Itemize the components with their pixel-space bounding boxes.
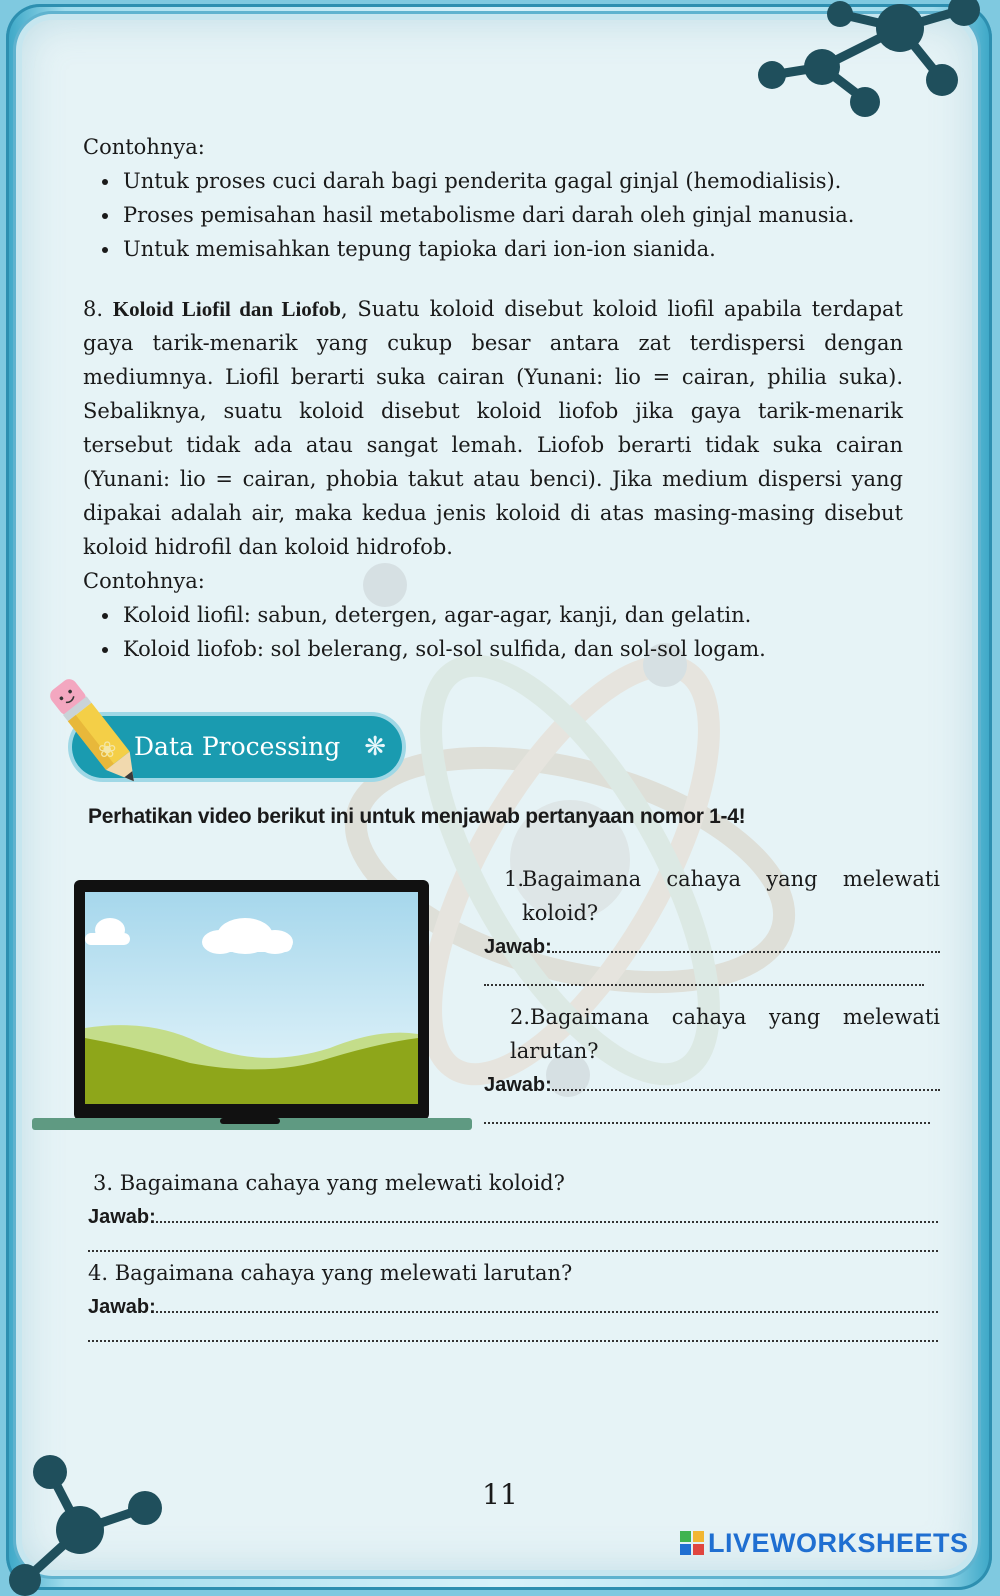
question-1 (484, 862, 940, 930)
answer-2-line[interactable] (552, 1073, 940, 1091)
answer-2[interactable] (484, 1068, 940, 1102)
question-number: 1. (504, 867, 525, 891)
question-1-text: Bagaimana cahaya yang melewati koloid? (522, 867, 940, 925)
list-item: • Untuk proses cuci darah bagi penderita gagal ginjal (hemodialisis). (121, 164, 903, 198)
questions-right (484, 862, 940, 1124)
paragraph-body: , Suatu koloid disebut koloid liofil apabila terdapat gaya tarik-menarik yang cukup besar antara zat terdispersi dengan mediumnya. Liofil berarti suka cairan (Yunani: lio = cairan, philia suka). Sebaliknya, suatu koloid disebut koloid liofob jika gaya tarik-menarik tersebut tidak ada atau sangat lemah. Liofob berarti tidak suka cairan (Yunani: lio = cairan, phobia takut atau benci). Jika medium dispersi yang dipakai adalah air, maka kedua jenis koloid di atas masing-masing disebut koloid hidrofil dan koloid hidrofob. (83, 297, 903, 559)
question-4-text: 4. Bagaimana cahaya yang melewati larutan? (88, 1261, 573, 1285)
item-number: 8. (83, 297, 104, 321)
answer-label: Jawab: (484, 936, 552, 958)
paragraph-liofil-liofob (83, 292, 903, 564)
examples-label-1: Contohnya: (83, 135, 205, 159)
answer-4[interactable] (88, 1290, 938, 1324)
answer-4-line-2[interactable] (88, 1320, 938, 1342)
questions-bottom (88, 1166, 938, 1342)
question-3-text: 3. Bagaimana cahaya yang melewati koloid? (93, 1171, 565, 1195)
answer-1[interactable] (484, 930, 940, 964)
list-item: • Untuk memisahkan tepung tapioka dari ion-ion sianida. (121, 232, 903, 266)
section-title: Koloid Liofil dan Liofob (112, 297, 341, 321)
answer-1-line[interactable] (552, 935, 940, 953)
question-2-text: 2.Bagaimana cahaya yang melewati larutan? (510, 1005, 940, 1063)
answer-4-line[interactable] (156, 1295, 938, 1313)
molecule-icon-top (752, 0, 992, 125)
liveworksheets-logo-icon (680, 1531, 704, 1555)
answer-3-line-2[interactable] (88, 1230, 938, 1252)
data-processing-label: Data Processing (134, 732, 341, 761)
answer-label: Jawab: (88, 1206, 156, 1228)
page-number: 11 (482, 1478, 518, 1511)
liveworksheets-watermark[interactable] (680, 1528, 969, 1559)
list-item: • Koloid liofil: sabun, detergen, agar-agar, kanji, dan gelatin. (121, 598, 903, 632)
video-laptop[interactable] (30, 878, 475, 1133)
svg-text:❀: ❀ (98, 738, 117, 763)
answer-2-line-2[interactable] (484, 1102, 930, 1124)
answer-3-line[interactable] (156, 1205, 938, 1223)
answer-1-line-2[interactable] (484, 964, 924, 986)
examples-list-1 (83, 164, 903, 266)
instruction-text: Perhatikan video berikut ini untuk menjawab pertanyaan nomor 1-4! (88, 805, 746, 828)
pencil-icon (38, 672, 158, 802)
answer-3[interactable] (88, 1200, 938, 1234)
examples-label-2: Contohnya: (83, 569, 205, 593)
answer-label: Jawab: (88, 1296, 156, 1318)
answer-label: Jawab: (484, 1074, 552, 1096)
flower-icon: ❋ (364, 732, 386, 762)
list-item: • Koloid liofob: sol belerang, sol-sol sulfida, dan sol-sol logam. (121, 632, 903, 666)
list-item: • Proses pemisahan hasil metabolisme dari darah oleh ginjal manusia. (121, 198, 903, 232)
main-text (83, 130, 903, 666)
data-processing-badge (38, 672, 418, 802)
watermark-text: LIVEWORKSHEETS (708, 1528, 969, 1558)
examples-list-2 (83, 598, 903, 666)
molecule-icon-bottom (0, 1450, 175, 1596)
